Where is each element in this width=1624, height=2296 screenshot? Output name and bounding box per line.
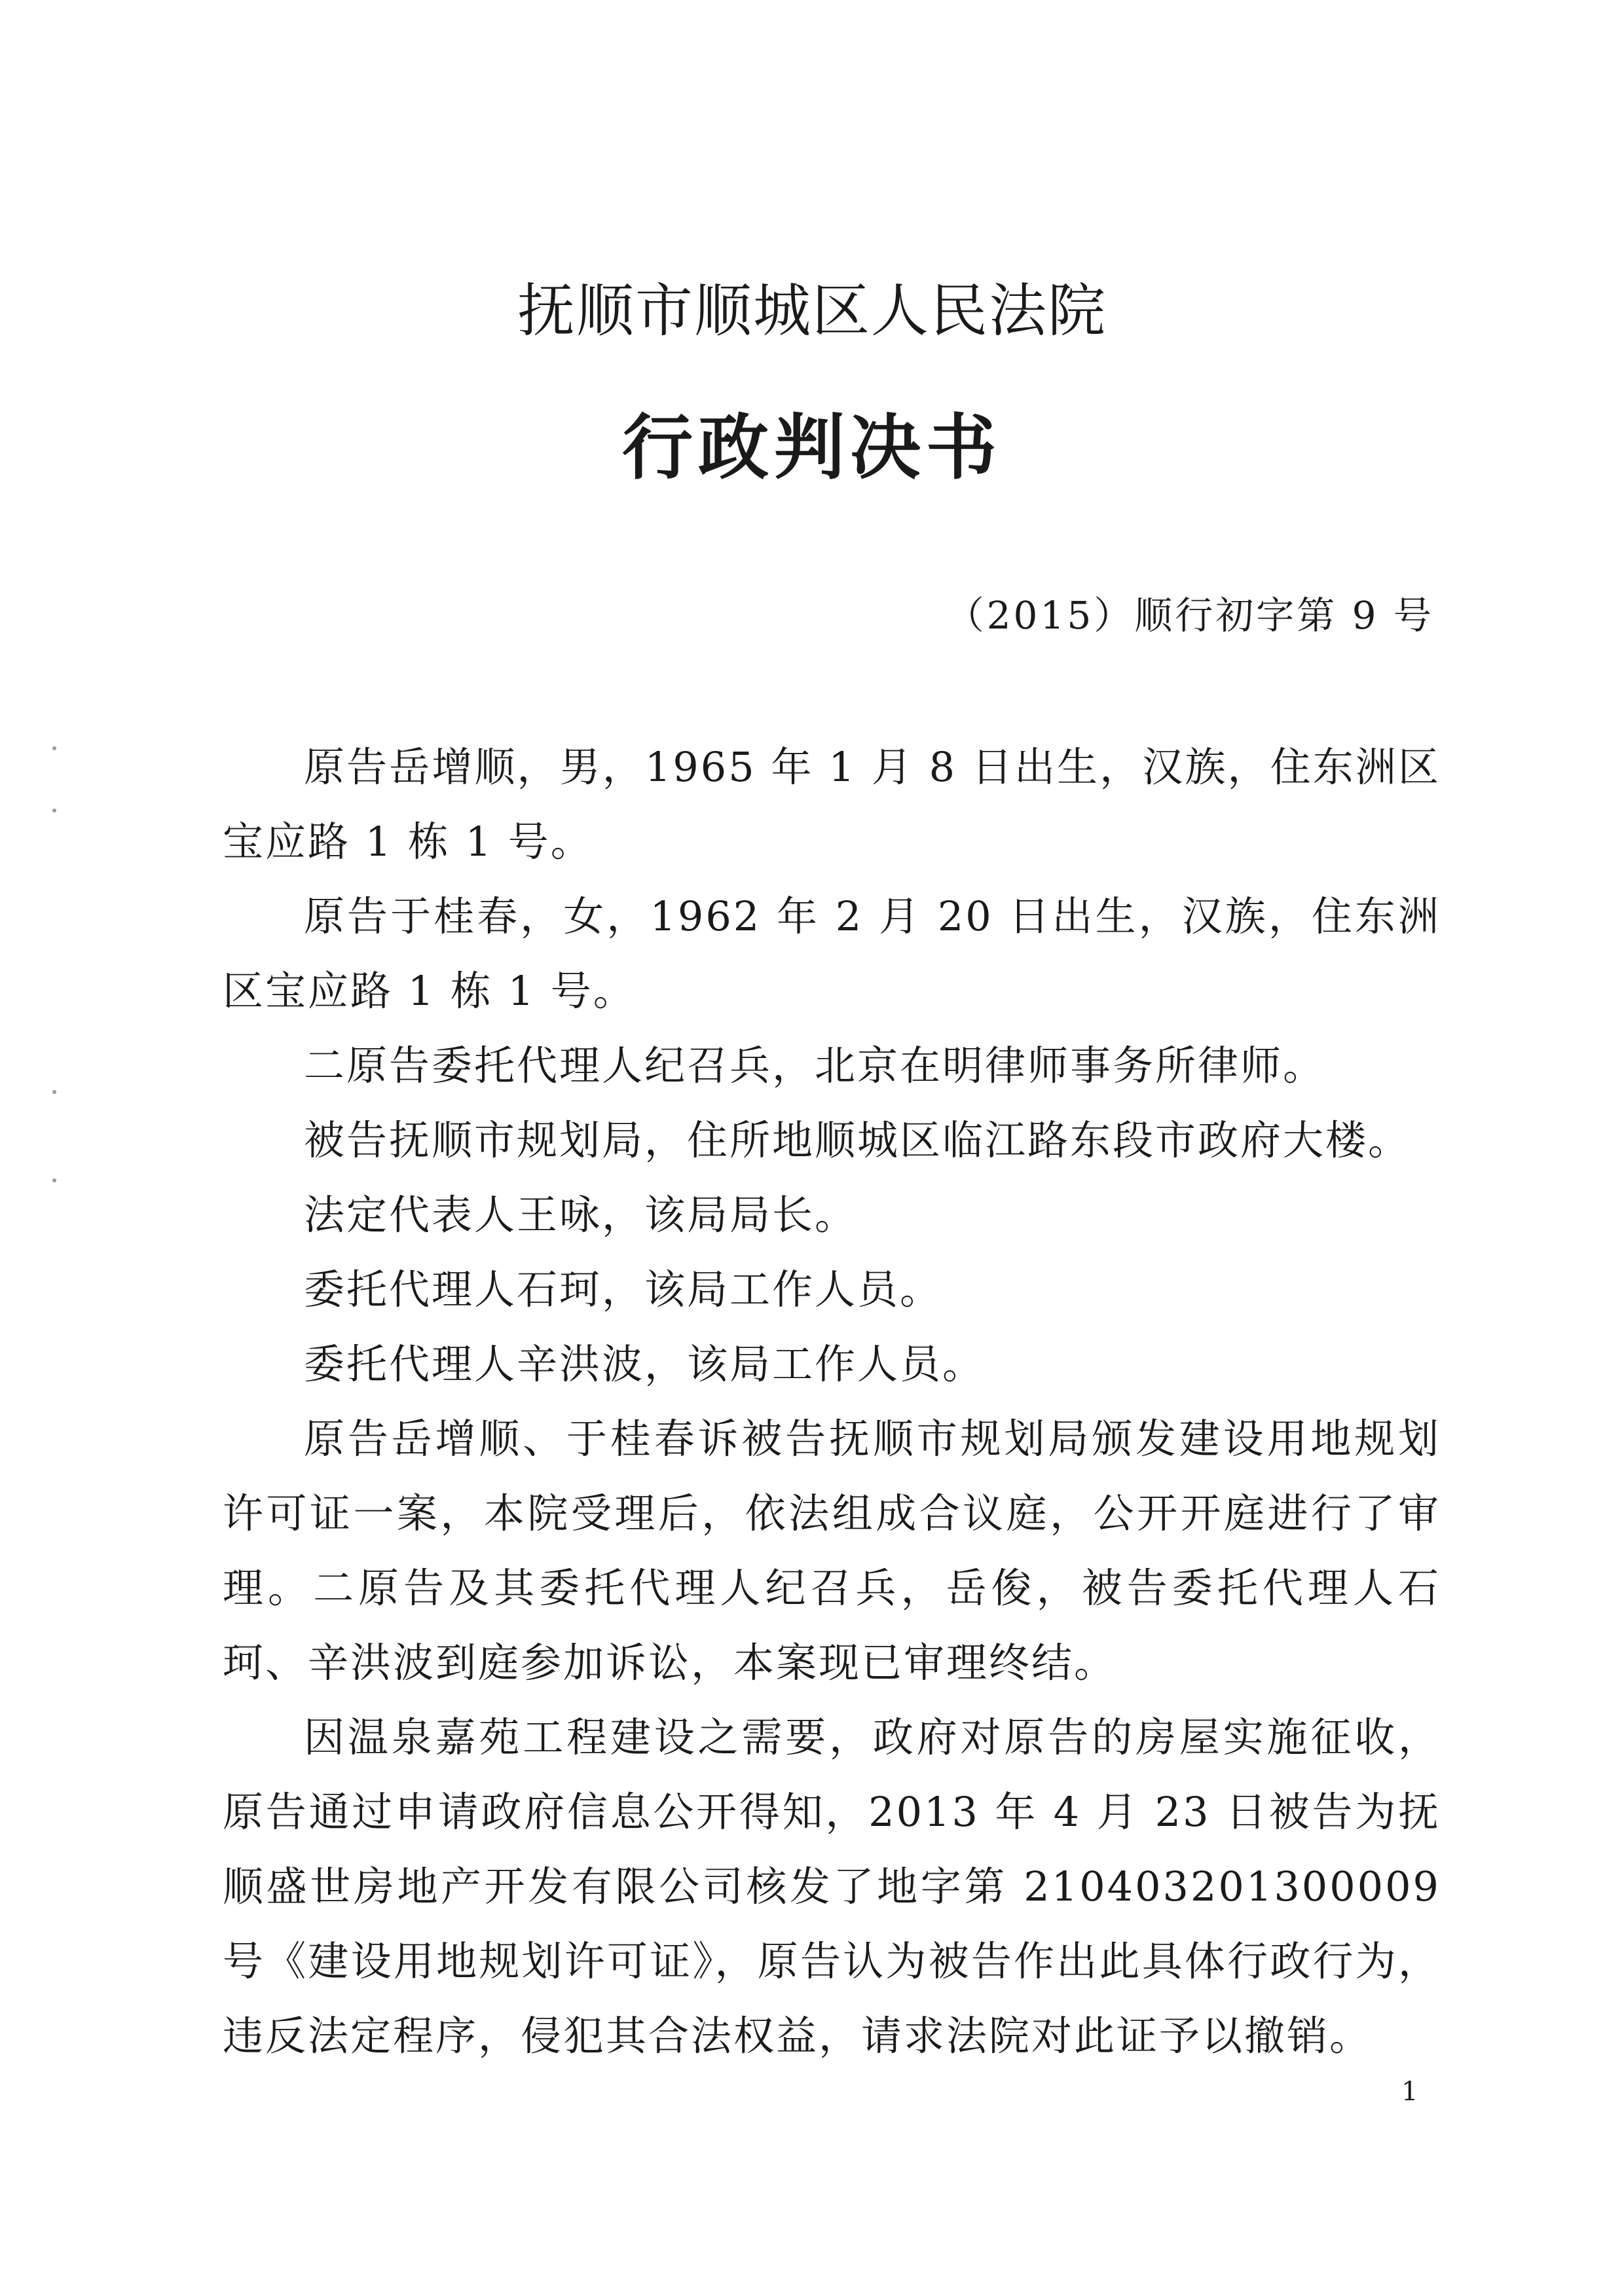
page-number: 1: [1401, 2077, 1418, 2107]
scan-margin-mark: [52, 1178, 56, 1182]
scan-margin-mark: [52, 1090, 56, 1094]
scan-margin-mark: [52, 746, 56, 750]
paragraph-defendant-agent-1: 委托代理人石珂，该局工作人员。: [304, 1266, 943, 1313]
document-title: 行政判决书: [621, 407, 1002, 489]
paragraph-case-procedure: 原告岳增顺、于桂春诉被告抚顺市规划局颁发建设用地规划许可证一案，本院受理后，依法组成合议庭，公开开庭进行了审理。二原告及其委托代理人纪召兵，岳俊，被告委托代理人石珂、辛洪波到庭参加诉讼，本案现已审理终结。: [223, 1415, 1441, 1686]
court-name: 抚顺市顺城区人民法院: [517, 277, 1107, 344]
paragraph-plaintiff-1: 原告岳增顺，男，1965 年 1 月 8 日出生，汉族，住东洲区宝应路 1 栋 1 号。: [223, 743, 1441, 866]
paragraph-defendant-agent-2: 委托代理人辛洪波，该局工作人员。: [304, 1340, 986, 1388]
judgment-body: [223, 730, 1441, 2073]
paragraph-legal-representative: 法定代表人王咏，该局局长。: [304, 1191, 858, 1239]
paragraph-plaintiff-agent: 二原告委托代理人纪召兵，北京在明律师事务所律师。: [304, 1042, 1326, 1089]
case-number: （2015）顺行初字第 9 号: [946, 593, 1434, 638]
paragraph-case-facts: 因温泉嘉苑工程建设之需要，政府对原告的房屋实施征收，原告通过申请政府信息公开得知，2013 年 4 月 23 日被告为抚顺盛世房地产开发有限公司核发了地字第 210403201300009 号《建设用地规划许可证》，原告认为被告作出此具体行政行为，违反法定程序，侵犯其合法权益，请求法院对此证予以撤销。: [223, 1713, 1441, 2060]
scan-margin-mark: [52, 809, 56, 812]
paragraph-plaintiff-2: 原告于桂春，女，1962 年 2 月 20 日出生，汉族，住东洲区宝应路 1 栋 1 号。: [223, 892, 1441, 1015]
paragraph-defendant: 被告抚顺市规划局，住所地顺城区临江路东段市政府大楼。: [304, 1116, 1411, 1164]
